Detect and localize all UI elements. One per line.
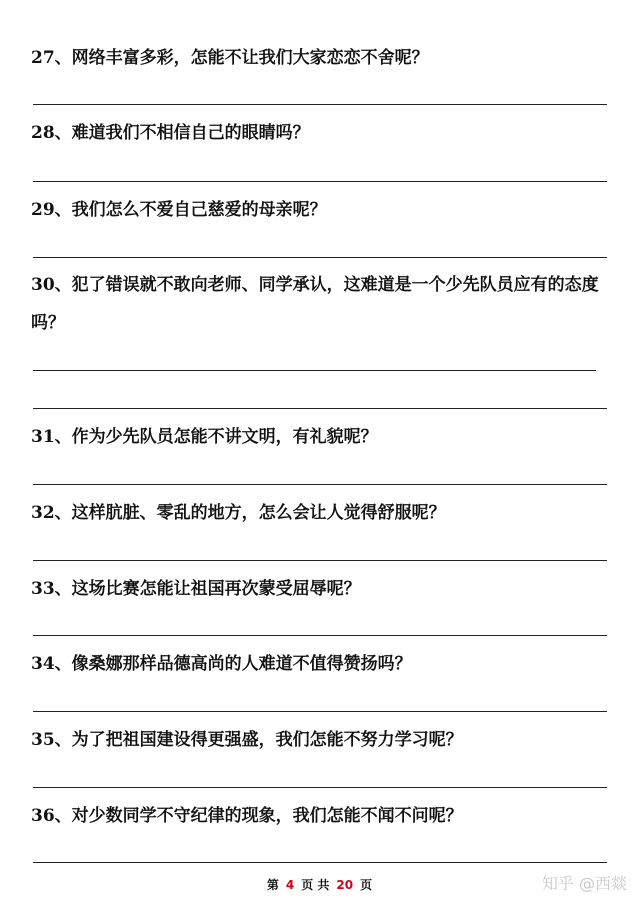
answer-line <box>33 484 607 485</box>
answer-line <box>33 635 607 636</box>
total-pages-number: 20 <box>336 878 354 892</box>
watermark: 知乎 @西燚 <box>541 874 627 893</box>
question-34: 34、像桑娜那样品德高尚的人难道不值得赞扬吗？ <box>31 654 412 674</box>
answer-line <box>33 862 607 863</box>
question-30: 30、犯了错误就不敢向老师、同学承认，这难道是一个少先队员应有的态度吗？ <box>31 275 599 333</box>
answer-line <box>33 787 607 788</box>
question-28: 28、难道我们不相信自己的眼睛吗？ <box>31 123 310 143</box>
answer-line <box>33 104 607 105</box>
question-32: 32、这样肮脏、零乱的地方，怎么会让人觉得舒服呢？ <box>31 503 446 523</box>
question-33: 33、这场比赛怎能让祖国再次蒙受屈辱呢？ <box>31 579 361 599</box>
footer-suffix: 页 <box>360 878 373 892</box>
answer-line <box>33 181 607 182</box>
footer-prefix: 第 <box>266 878 279 892</box>
answer-line <box>33 560 607 561</box>
answer-line <box>33 370 596 371</box>
answer-line <box>33 711 607 712</box>
question-36: 36、对少数同学不守纪律的现象，我们怎能不闻不问呢？ <box>31 806 463 826</box>
footer-mid: 页 共 <box>301 878 330 892</box>
answer-line <box>33 257 607 258</box>
question-27: 27、网络丰富多彩，怎能不让我们大家恋恋不舍呢？ <box>31 48 429 68</box>
question-35: 35、为了把祖国建设得更强盛，我们怎能不努力学习呢？ <box>31 730 463 750</box>
answer-line <box>33 408 607 409</box>
question-29: 29、我们怎么不爱自己慈爱的母亲呢？ <box>31 200 327 220</box>
current-page-number: 4 <box>285 878 295 892</box>
question-31: 31、作为少先队员怎能不讲文明，有礼貌呢？ <box>31 427 378 447</box>
